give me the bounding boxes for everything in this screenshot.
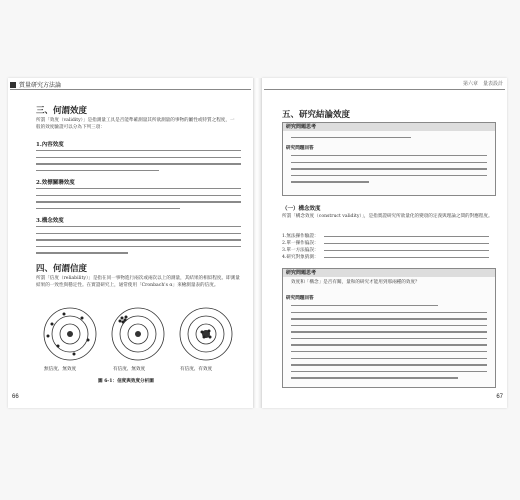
- header-rule: [264, 89, 505, 90]
- section5-heading: 五、研究結論效度: [282, 109, 351, 119]
- figure-caption: 圖 6-1：信度與效度分析圖: [98, 379, 154, 384]
- figure-label-2: 有信度、無效度: [113, 367, 146, 372]
- reliability-validity-figure: [38, 306, 238, 364]
- target-no-reliability-no-validity: [44, 308, 96, 360]
- threat-item-4-text: [324, 257, 489, 264]
- header-rule: [10, 89, 251, 90]
- left-page-number: 66: [12, 394, 19, 400]
- section4-heading: 四、何謂信度: [36, 263, 88, 273]
- subheading-content-validity: 1.內容效度: [36, 142, 64, 148]
- box2-answer: [291, 305, 487, 384]
- section4-intro: 所謂「信度（reliability）」是指在同一事物進行兩次或兩次以上的測量，其結果的相似程度。即測量結果的一致性與穩定性。在實證研究上，通常使用「Cronbach's α」來檢測量表的信度。: [36, 276, 240, 288]
- box1-answer-label: 研究問題回答: [286, 145, 314, 150]
- right-page-number: 67: [496, 394, 503, 400]
- threat-item-3-text: [324, 250, 489, 257]
- criterion-validity-text: [36, 188, 241, 214]
- question-box-2: [282, 268, 496, 388]
- threat-item-4: 4.研究對象猜測：: [282, 255, 319, 260]
- subheading-construct-validity: 3.構念效度: [36, 218, 64, 224]
- section3-intro: 所謂「效度（validity）」是指測量工具是否能準確測量其所欲測量的事物的屬性或特質之程度，一般的效度驗證可以分為下列三項：: [36, 118, 235, 130]
- threat-item-2: 2.單一操作偏誤：: [282, 241, 319, 246]
- left-page: [8, 78, 253, 408]
- threat-item-3: 3.單一方法偏誤：: [282, 248, 319, 253]
- box1-question: [291, 137, 411, 144]
- box1-answer: [291, 155, 487, 188]
- threat-item-2-text: [324, 243, 489, 250]
- construct-validity-text: [36, 226, 241, 259]
- target-reliability-no-validity: [112, 308, 164, 360]
- question-box-1: [282, 122, 496, 196]
- book-gutter: [252, 78, 262, 408]
- threat-item-1-text: [324, 236, 489, 243]
- target-reliability-and-validity: [180, 308, 232, 360]
- box2-title: 研究問題思考: [283, 269, 495, 277]
- right-page-header: 第六章 量表設計: [462, 81, 503, 87]
- box1-title: 研究問題思考: [283, 123, 495, 131]
- book-title: 質量研究方法論: [19, 83, 62, 89]
- left-page-header: [10, 80, 61, 89]
- construct-validity-text: 所謂「構念效度（construct validity）」，是指實證研究所欲量化的變項的定義與理論之間的對應程度。: [282, 214, 493, 219]
- construct-validity-subheading: （一）構念效度: [282, 206, 321, 212]
- box2-answer-label: 研究問題回答: [286, 295, 314, 300]
- threat-item-1: 1.無法操作驗證：: [282, 234, 319, 239]
- section3-heading: 三、何謂效度: [36, 105, 88, 115]
- box2-question: 效度和「構念」是否有關，量和的研究才能用到那兩種的效度？: [291, 280, 420, 285]
- right-page: [262, 78, 507, 408]
- subheading-criterion-validity: 2.效標關聯效度: [36, 180, 75, 186]
- figure-label-1: 無信度、無效度: [44, 367, 77, 372]
- content-validity-text: [36, 150, 241, 176]
- book-logo-icon: [10, 82, 16, 88]
- figure-label-3: 有信度、有效度: [180, 367, 213, 372]
